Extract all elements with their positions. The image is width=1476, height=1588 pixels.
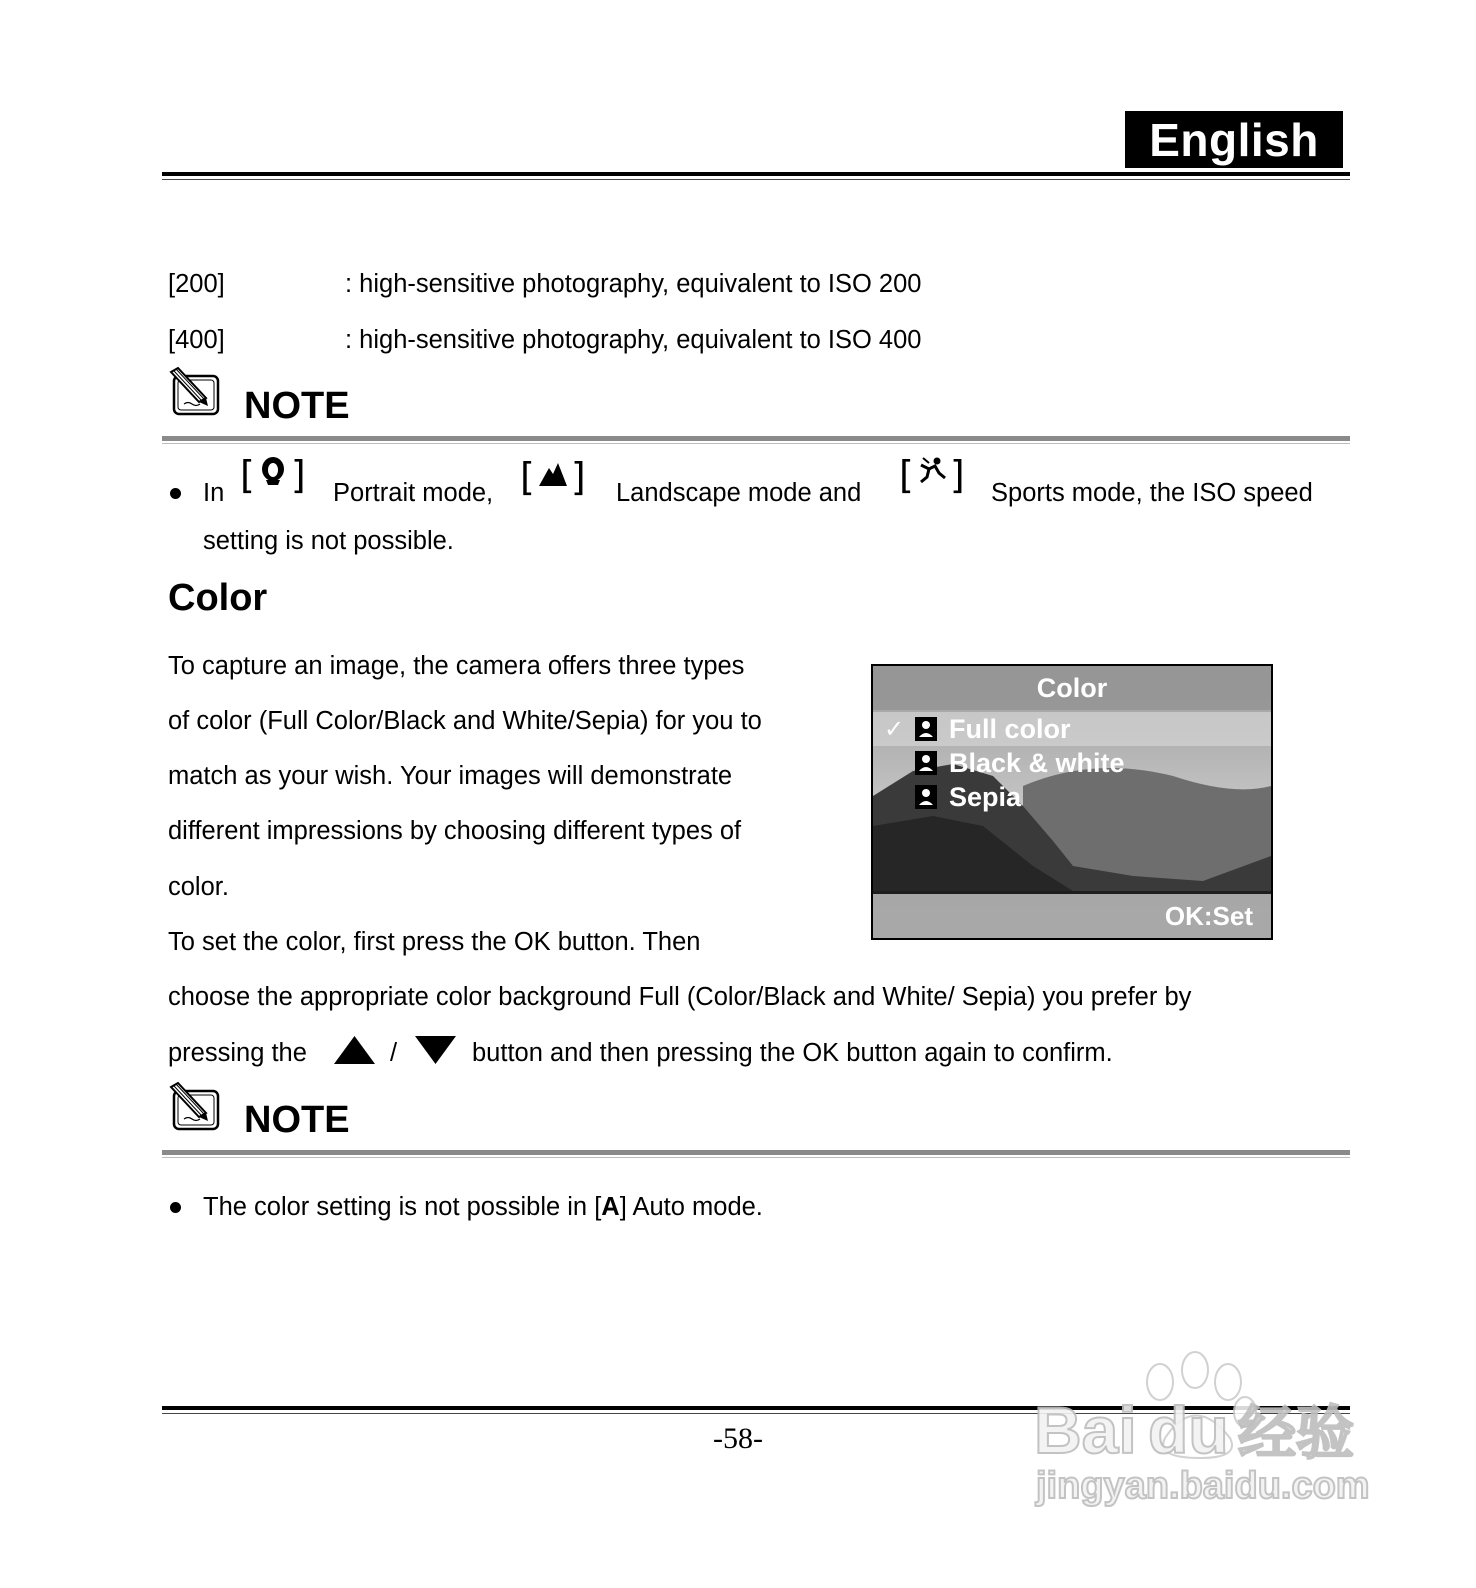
note1-text-portrait: Portrait mode,	[333, 479, 494, 507]
person-color-icon	[915, 717, 937, 741]
sports-mode-icon: [ ]	[899, 453, 965, 497]
color-paragraph-line: To capture an image, the camera offers three types	[168, 652, 745, 680]
bullet	[170, 1202, 181, 1213]
check-icon: ✓	[883, 715, 905, 743]
note1-text-sports: Sports mode, the ISO speed	[991, 479, 1313, 507]
color-paragraph-line: color.	[168, 873, 229, 901]
header-rule	[162, 172, 1350, 176]
landscape-mode-icon: [ ]	[520, 455, 586, 499]
note1-text-landscape: Landscape mode and	[616, 479, 862, 507]
bullet	[170, 488, 181, 499]
watermark-url: jingyan.baidu.com	[1036, 1465, 1370, 1507]
menu-item-black-white[interactable]	[873, 746, 1271, 780]
watermark-cn: 经验	[1238, 1399, 1355, 1467]
menu-item-label: Sepia	[949, 781, 1022, 812]
person-sepia-icon	[915, 785, 937, 809]
person-bw-icon	[915, 751, 937, 775]
iso-key-400: [400]	[168, 326, 225, 354]
menu-item-sepia[interactable]	[873, 780, 1271, 814]
page-number: -58-	[713, 1422, 763, 1455]
note2-text	[203, 1195, 763, 1221]
header-rule-thin	[162, 179, 1350, 180]
portrait-mode-icon: [ ]	[240, 453, 306, 497]
iso-key-200: [200]	[168, 270, 225, 298]
note2-text-pre: The color setting is not possible in [	[203, 1193, 602, 1221]
lcd-title: Color	[873, 666, 1271, 710]
menu-item-label: Full color	[949, 713, 1071, 744]
menu-item-label: Black & white	[949, 747, 1125, 778]
iso-desc-200: : high-sensitive photography, equivalent to ISO 200	[345, 270, 922, 298]
press-text-pre: pressing the	[168, 1039, 307, 1067]
note-title: NOTE	[244, 385, 350, 427]
menu-item-full-color[interactable]	[873, 712, 1271, 746]
lcd-footer-ok-set: OK:Set	[873, 894, 1271, 938]
color-paragraph-line: choose the appropriate color background Full (Color/Black and White/ Sepia) you prefer by	[168, 983, 1192, 1011]
watermark-brand: Bai	[1034, 1393, 1137, 1467]
press-text-separator: /	[390, 1039, 398, 1067]
note-pad-icon	[168, 366, 222, 418]
note-title: NOTE	[244, 1099, 350, 1141]
note1-text-in: In	[203, 479, 225, 507]
camera-color-menu-screenshot	[871, 664, 1273, 940]
color-paragraph-line: To set the color, first press the OK button. Then	[168, 928, 701, 956]
note-pad-icon	[168, 1081, 222, 1133]
landscape-icon	[538, 458, 568, 488]
note-rule-thin	[162, 1157, 1350, 1158]
auto-mode-letter: A	[601, 1193, 620, 1221]
watermark-brand2: du	[1148, 1393, 1229, 1467]
note-rule-thin	[162, 443, 1350, 444]
down-arrow-icon	[414, 1035, 457, 1065]
language-badge: English	[1125, 111, 1343, 168]
note-rule	[162, 436, 1350, 441]
baidu-jingyan-watermark	[1030, 1348, 1370, 1513]
portrait-icon	[258, 456, 288, 486]
press-text-post: button and then pressing the OK button again to confirm.	[472, 1039, 1113, 1067]
sports-icon	[917, 456, 947, 486]
color-paragraph-line: different impressions by choosing different types of	[168, 817, 742, 845]
section-title-color: Color	[168, 577, 268, 619]
up-arrow-icon	[333, 1035, 376, 1065]
note1-text-line2: setting is not possible.	[203, 527, 454, 555]
color-paragraph-line: match as your wish. Your images will demonstrate	[168, 762, 733, 790]
color-paragraph-line: of color (Full Color/Black and White/Sepia) for you to	[168, 707, 762, 735]
note-rule	[162, 1150, 1350, 1155]
note2-text-post: ] Auto mode.	[619, 1193, 763, 1221]
iso-desc-400: : high-sensitive photography, equivalent to ISO 400	[345, 326, 922, 354]
